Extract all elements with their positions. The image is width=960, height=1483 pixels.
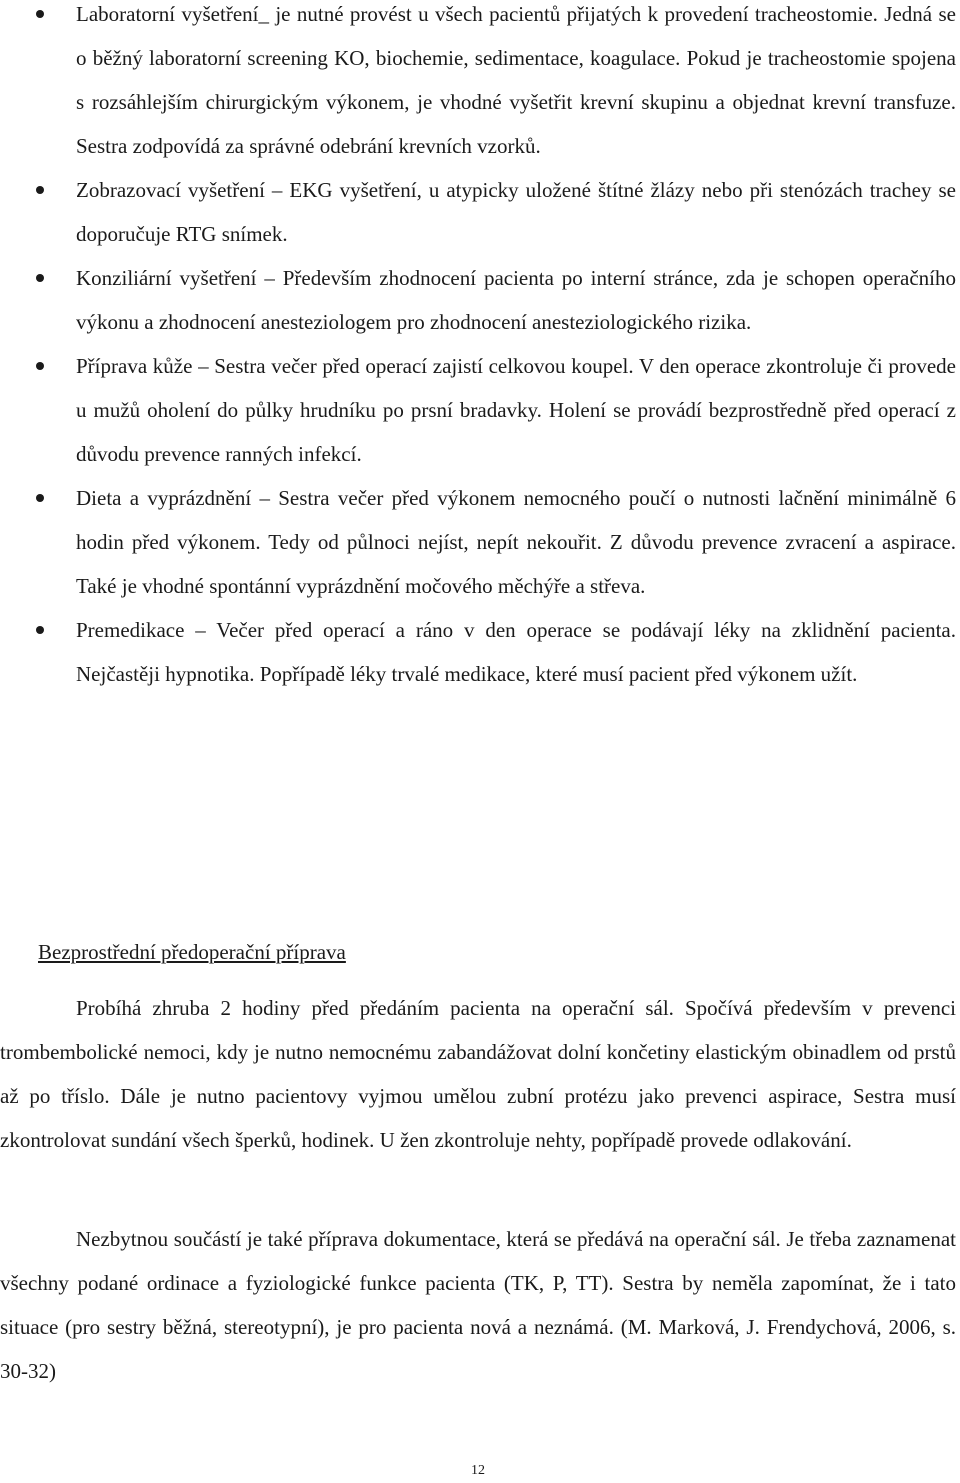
- bullet-dot-icon: [36, 186, 44, 194]
- bullet-item-premedication: [0, 608, 960, 696]
- section-heading: Bezprostřední předoperační příprava: [38, 940, 346, 964]
- bullet-item-consultation: [0, 256, 960, 344]
- bullet-item-skin-preparation: [0, 344, 960, 476]
- bullet-dot-icon: [36, 494, 44, 502]
- paragraph-documentation: Nezbytnou součástí je také příprava dokumentace, která se předává na operační sál. Je třeba zaznamenat všechny podané ordinace a fyziologické funkce pacienta (TK, P, TT). Sestra by neměla zapomínat, že i tato situace (pro sestry běžná, stereotypní), je pro pacienta nová a neznámá. (M. Marková, J. Frendychová, 2006, s. 30-32): [0, 1227, 956, 1383]
- paragraph-immediate-preparation: Probíhá zhruba 2 hodiny před předáním pacienta na operační sál. Spočívá především v prevenci trombembolické nemoci, kdy je nutno nemocnému zabandážovat dolní končetiny elastickým obinadlem od prstů až po tříslo. Dále je nutno pacientovy vyjmou umělou zubní protézu jako prevenci aspirace, Sestra musí zkontrolovat sundání všech šperků, hodinek. U žen zkontroluje nehty, popřípadě provede odlakování.: [0, 996, 956, 1152]
- bullet-item-diet: [0, 476, 960, 608]
- bullet-text: Příprava kůže – Sestra večer před operací zajistí celkovou koupel. V den operace zkontroluje či provede u mužů oholení do půlky hrudníku po prsní bradavky. Holení se provádí bezprostředně před operací z důvodu prevence ranných infekcí.: [76, 354, 956, 466]
- bullet-item-laboratory: [0, 0, 960, 168]
- bullet-dot-icon: [36, 362, 44, 370]
- bullet-item-imaging: [0, 168, 960, 256]
- page-number: 12: [471, 1463, 485, 1478]
- bullet-text: Konziliární vyšetření – Především zhodnocení pacienta po interní stránce, zda je schopen operačního výkonu a zhodnocení anesteziologem pro zhodnocení anesteziologického rizika.: [76, 266, 956, 334]
- bullet-text: Laboratorní vyšetření_ je nutné provést u všech pacientů přijatých k provedení tracheostomie. Jedná se o běžný laboratorní screening KO, biochemie, sedimentace, koagulace. Pokud je tracheostomie spojena s rozsáhlejším chirurgickým výkonem, je vhodné vyšetřit krevní skupinu a objednat krevní transfuze. Sestra zodpovídá za správné odebrání krevních vzorků.: [76, 2, 956, 158]
- bullet-text: Premedikace – Večer před operací a ráno v den operace se podávají léky na zklidnění pacienta. Nejčastěji hypnotika. Popřípadě léky trvalé medikace, které musí pacient před výkonem užít.: [76, 618, 956, 686]
- bullet-dot-icon: [36, 626, 44, 634]
- bullet-dot-icon: [36, 274, 44, 282]
- bullet-list: [0, 0, 960, 696]
- bullet-text: Dieta a vyprázdnění – Sestra večer před výkonem nemocného poučí o nutnosti lačnění minimálně 6 hodin před výkonem. Tedy od půlnoci nejíst, nepít nekouřit. Z důvodu prevence zvracení a aspirace. Také je vhodné spontánní vyprázdnění močového měchýře a střeva.: [76, 486, 956, 598]
- bullet-text: Zobrazovací vyšetření – EKG vyšetření, u atypicky uložené štítné žlázy nebo při stenózách trachey se doporučuje RTG snímek.: [76, 178, 956, 246]
- bullet-dot-icon: [36, 10, 44, 18]
